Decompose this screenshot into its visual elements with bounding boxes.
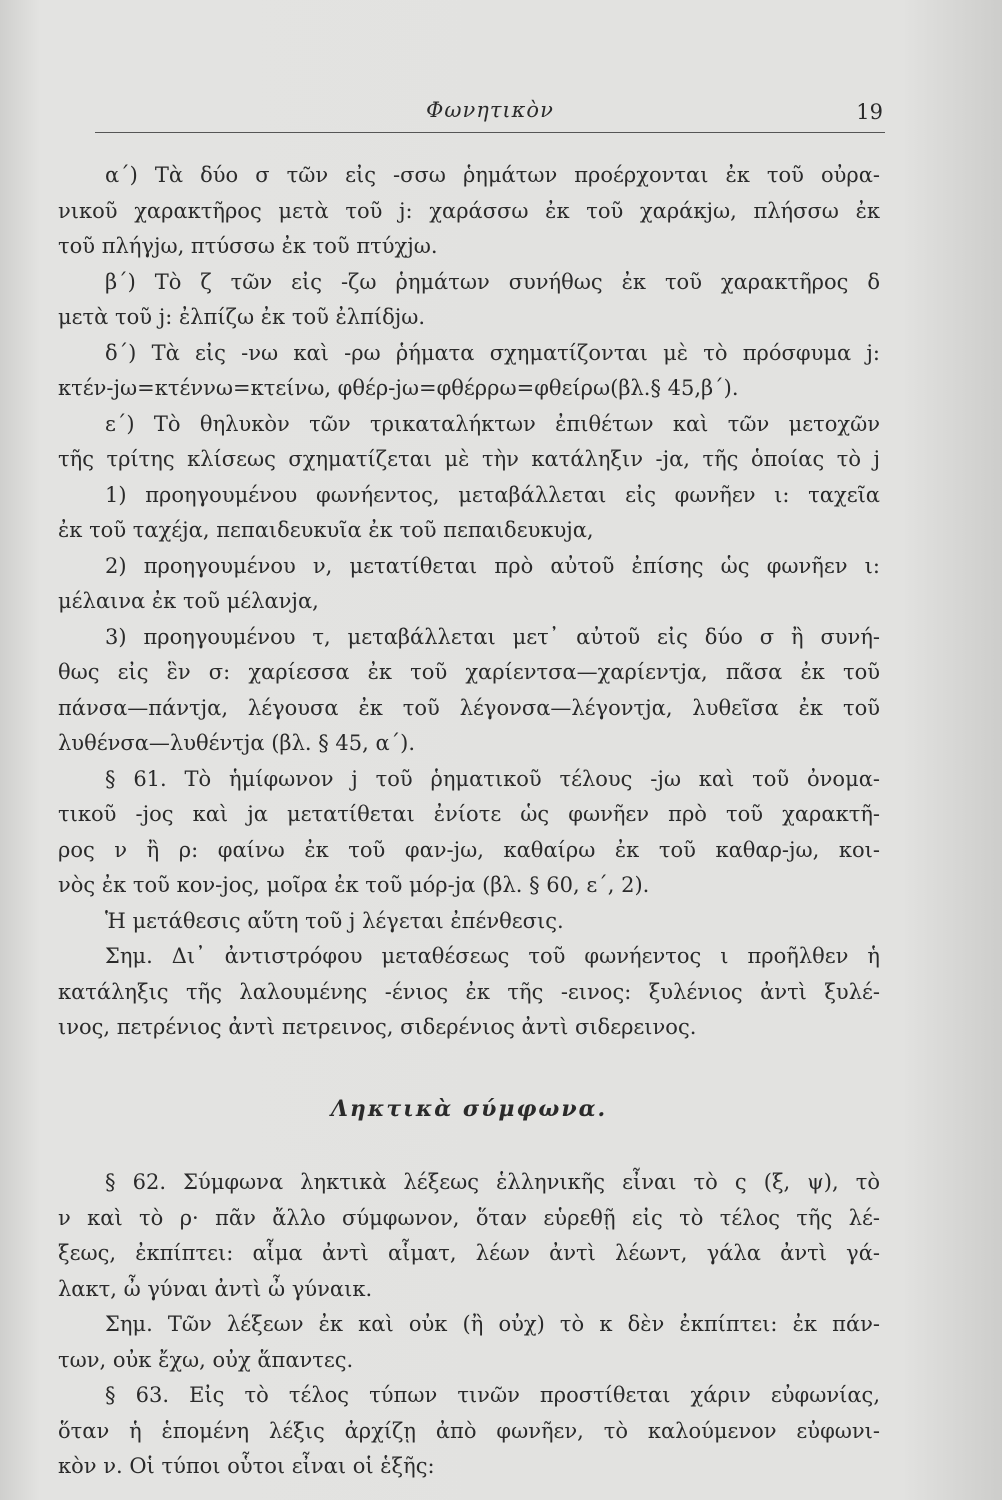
text-line: 1) προηγουμένου φωνήεντος, μεταβάλλεται εἰς φωνῆεν ι: ταχεῖα (105, 482, 880, 507)
text-line: 2) προηγουμένου ν, μετατίθεται πρὸ αὐτοῦ ἐπίσης ὡς φωνῆεν ι: (105, 553, 880, 578)
text-line: μέλαινα ἐκ τοῦ μέλανjα, (58, 589, 319, 613)
text-line: 3) προηγουμένου τ, μεταβάλλεται μετ᾿ αὐτοῦ εἰς δύο σ ἢ συνή- (105, 624, 880, 649)
text-line: τοῦ πλήγjω, πτύσσω ἐκ τοῦ πτύχjω. (58, 234, 438, 258)
running-title: Φωνητικὸν (426, 98, 554, 122)
section-heading: Ληκτικὰ σύμφωνα. (330, 1095, 608, 1122)
note-text: Σημ. Τῶν λέξεων ἐκ καὶ οὐκ (ἢ οὐχ) τὸ κ δὲν ἐκπίπτει: ἐκ πάν- (105, 1312, 880, 1336)
text-line: κατάληξις τῆς λαλουμένης -ένιος ἐκ τῆς -εινος: ξυλένιος ἀντὶ ξυλέ- (58, 979, 880, 1004)
page-body (58, 158, 880, 1485)
text-line: ε΄) Τὸ θηλυκὸν τῶν τρικαταλήκτων ἐπιθέτων καὶ τῶν μετοχῶν (105, 411, 880, 436)
text-line: β΄) Τὸ ζ τῶν εἰς -ζω ῥημάτων συνήθως ἐκ τοῦ χαρακτῆρος δ (105, 269, 880, 294)
text-line: νὸς ἐκ τοῦ κον-jος, μοῖρα ἐκ τοῦ μόρ-jα (βλ. § 60, ε΄, 2). (58, 873, 650, 897)
text-line: α΄) Τὰ δύο σ τῶν εἰς -σσω ῥημάτων προέρχονται ἐκ τοῦ οὐρα- (105, 163, 880, 187)
text-line: ξεως, ἐκπίπτει: αἷμα ἀντὶ αἷματ, λέων ἀντὶ λέωντ, γάλα ἀντὶ γά- (58, 1241, 880, 1265)
text-line: πάνσα—πάντjα, λέγουσα ἐκ τοῦ λέγονσα—λέγοντjα, λυθεῖσα ἐκ τοῦ (58, 695, 880, 720)
text-line: ινος, πετρένιος ἀντὶ πετρεινος, σιδερένιος ἀντὶ σιδερεινος. (58, 1015, 697, 1039)
text-line: λυθένσα—λυθέντjα (βλ. § 45, α΄). (58, 731, 416, 755)
text-line: μετὰ τοῦ j: ἐλπίζω ἐκ τοῦ ἐλπίδjω. (58, 305, 426, 329)
section-63-text: § 63. Εἰς τὸ τέλος τύπων τινῶν προστίθεται χάριν εὐφωνίας, (105, 1383, 880, 1407)
page-header (95, 92, 885, 133)
text-line: νικοῦ χαρακτῆρος μετὰ τοῦ j: χαράσσω ἐκ τοῦ χαράκjω, πλήσσω ἐκ (58, 198, 880, 223)
text-line: ὅταν ἡ ἑπομένη λέξις ἀρχίζῃ ἀπὸ φωνῆεν, τὸ καλούμενον εὐφωνι- (58, 1418, 880, 1443)
text-line: κτέν-jω=κτέννω=κτείνω, φθέρ-jω=φθέρρω=φθείρω(βλ.§ 45,β΄). (58, 376, 739, 400)
section-62-text: § 62. Σύμφωνα ληκτικὰ λέξεως ἑλληνικῆς εἶναι τὸ ς (ξ, ψ), τὸ (105, 1170, 880, 1194)
text-line: Ἡ μετάθεσις αὕτη τοῦ j λέγεται ἐπένθεσις. (105, 908, 564, 933)
text-line: ρος ν ἢ ρ: φαίνω ἐκ τοῦ φαν-jω, καθαίρω ἐκ τοῦ καθαρ-jω, κοι- (58, 837, 880, 862)
text-line: θως εἰς ἓν σ: χαρίεσσα ἐκ τοῦ χαρίεντσα—χαρίεντjα, πᾶσα ἐκ τοῦ (58, 660, 880, 684)
text-line: τικοῦ -jος καὶ jα μετατίθεται ἐνίοτε ὡς φωνῆεν πρὸ τοῦ χαρακτῆ- (58, 802, 880, 826)
section-61-text: § 61. Τὸ ἡμίφωνον j τοῦ ῥηματικοῦ τέλους -jω καὶ τοῦ ὀνομα- (105, 766, 880, 791)
text-line: λακτ, ὦ γύναι ἀντὶ ὦ γύναικ. (58, 1276, 373, 1301)
text-line: ν καὶ τὸ ρ· πᾶν ἄλλο σύμφωνον, ὅταν εὑρεθῇ εἰς τὸ τέλος τῆς λέ- (58, 1205, 880, 1230)
page-number: 19 (856, 100, 883, 124)
text-line: δ΄) Τὰ εἰς -νω καὶ -ρω ῥήματα σχηματίζονται μὲ τὸ πρόσφυμα j: (105, 340, 880, 365)
text-line: κὸν ν. Οἱ τύποι οὗτοι εἶναι οἱ ἑξῆς: (58, 1454, 435, 1478)
text-line: ἐκ τοῦ ταχέjα, πεπαιδευκυῖα ἐκ τοῦ πεπαιδευκυjα, (58, 518, 594, 542)
text-line: τῆς τρίτης κλίσεως σχηματίζεται μὲ τὴν κατάληξιν -jα, τῆς ὁποίας τὸ j (58, 447, 880, 471)
note-text: Σημ. Δι᾿ ἀντιστρόφου μεταθέσεως τοῦ φωνήεντος ι προῆλθεν ἡ (105, 944, 880, 968)
text-line: των, οὐκ ἔχω, οὐχ ἅπαντες. (58, 1347, 354, 1372)
